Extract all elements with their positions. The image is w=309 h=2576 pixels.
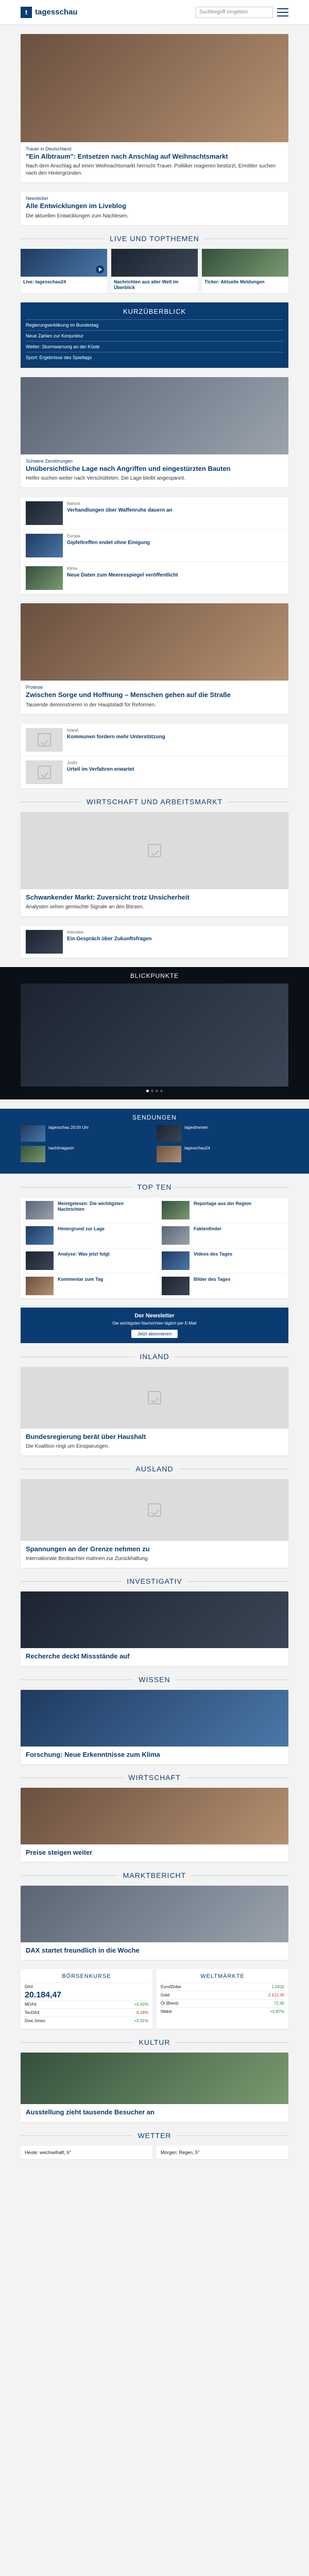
wirtschaft2-headline[interactable]: Preise steigen weiter bbox=[26, 1848, 93, 1856]
play-icon bbox=[96, 265, 104, 274]
section-title-marktbericht: MARKTBERICHT bbox=[0, 1871, 309, 1879]
kurz-line[interactable]: Sport: Ergebnisse des Spieltags bbox=[26, 352, 283, 363]
hero-teaser[interactable] bbox=[21, 34, 288, 182]
story-kicker: Schwere Zerstörungen bbox=[26, 459, 73, 464]
list-item[interactable]: Inland Kommunen fordern mehr Unterstützung bbox=[21, 723, 288, 756]
ausland-teaser-text: Internationale Beobachter mahnen zur Zurückhaltung. bbox=[26, 1556, 149, 1562]
market-row[interactable]: Nikkei +0,87% bbox=[161, 2007, 284, 2015]
topten-item[interactable]: Faktenfinder bbox=[157, 1223, 288, 1248]
sendung-item[interactable]: tagesschau24 bbox=[157, 1146, 288, 1162]
blickpunkte-title: BLICKPUNKTE bbox=[130, 972, 179, 979]
investigativ-teaser[interactable] bbox=[21, 1591, 288, 1666]
news-list bbox=[21, 925, 288, 958]
inland-teaser[interactable] bbox=[21, 1367, 288, 1455]
carousel-dots[interactable] bbox=[21, 1090, 288, 1092]
story-teaser-text: Tausende demonstrieren in der Hauptstadt für Reformen. bbox=[26, 702, 156, 708]
market-row[interactable]: MDAX +0,42% bbox=[25, 2000, 148, 2008]
kurz-line[interactable]: Wetter: Sturmwarnung an der Küste bbox=[26, 341, 283, 352]
topten-list bbox=[21, 1197, 288, 1298]
market-row[interactable]: Dow Jones +0,31% bbox=[25, 2016, 148, 2025]
sendungen-title: SENDUNGEN bbox=[132, 1113, 177, 1121]
marktbericht-headline[interactable]: DAX startet freundlich in die Woche bbox=[26, 1946, 140, 1954]
story-headline[interactable]: Unübersichtliche Lage nach Angriffen und eingestürzten Bauten bbox=[26, 465, 231, 472]
newsletter-title: Der Newsletter bbox=[134, 1312, 175, 1319]
blickpunkte-image[interactable] bbox=[21, 984, 288, 1087]
boerse-title: BÖRSENKURSE bbox=[62, 1973, 111, 1980]
sendung-item[interactable]: tagesschau 20:00 Uhr bbox=[21, 1125, 152, 1142]
second-kicker: Newsticker bbox=[26, 196, 49, 201]
story-teaser-text: Helfer suchen weiter nach Verschütteten. Die Lage bleibt angespannt. bbox=[26, 476, 185, 482]
story-image bbox=[21, 377, 288, 454]
hero-teaser-text: Nach dem Anschlag auf einen Weihnachtsmarkt herrscht Trauer. Politiker reagieren bestürzt, Ermittler suchen nach den Hintergründen. bbox=[26, 163, 276, 177]
logo-mark: t bbox=[21, 7, 32, 18]
list-item[interactable]: Klima Neue Daten zum Meeresspiegel veröffentlicht bbox=[21, 562, 288, 594]
second-teaser[interactable] bbox=[21, 192, 288, 225]
wirtschaft-teaser-text: Analysten sehen gemischte Signale an den Börsen. bbox=[26, 904, 144, 910]
hero-kicker: Trauer in Deutschland bbox=[26, 146, 72, 151]
logo-text: tagesschau bbox=[35, 8, 78, 16]
newsletter-button[interactable]: Jetzt abonnieren bbox=[131, 1330, 178, 1338]
section-title-wirtschaft: WIRTSCHAFT UND ARBEITSMARKT bbox=[0, 798, 309, 806]
wirtschaft-teaser[interactable] bbox=[21, 812, 288, 916]
live-item[interactable]: Live: tagesschau24 bbox=[21, 249, 107, 294]
hero-image bbox=[21, 34, 288, 142]
inland-headline[interactable]: Bundesregierung berät über Haushalt bbox=[26, 1432, 146, 1440]
live-item[interactable]: Nachrichten aus aller Welt im Überblick bbox=[111, 249, 198, 294]
section-title-inland: INLAND bbox=[0, 1352, 309, 1361]
section-title-topten: TOP TEN bbox=[0, 1183, 309, 1191]
market-widgets bbox=[21, 1969, 288, 2029]
section-title-investigativ: INVESTIGATIV bbox=[0, 1577, 309, 1585]
image-placeholder-icon bbox=[148, 1503, 161, 1517]
live-item[interactable]: Ticker: Aktuelle Meldungen bbox=[202, 249, 288, 294]
topten-item[interactable]: Reportage aus der Region bbox=[157, 1197, 288, 1223]
kurzueberblick-box bbox=[21, 302, 288, 368]
blickpunkte bbox=[0, 967, 309, 1099]
section-title-kultur: KULTUR bbox=[0, 2038, 309, 2046]
wetter-widgets bbox=[21, 2146, 288, 2159]
topten-item[interactable]: Hintergrund zur Lage bbox=[21, 1223, 152, 1248]
wissen-headline[interactable]: Forschung: Neue Erkenntnisse zum Klima bbox=[26, 1750, 160, 1758]
story-teaser[interactable] bbox=[21, 377, 288, 487]
hero-headline[interactable]: "Ein Albtraum": Entsetzen nach Anschlag auf Weihnachtsmarkt bbox=[26, 152, 228, 160]
section-title-ausland: AUSLAND bbox=[0, 1465, 309, 1473]
topten-item[interactable]: Bilder des Tages bbox=[157, 1273, 288, 1298]
list-item[interactable]: Justiz Urteil im Verfahren erwartet bbox=[21, 756, 288, 788]
newsletter-box bbox=[21, 1308, 288, 1343]
story-teaser[interactable] bbox=[21, 603, 288, 714]
wetter-tomorrow[interactable]: Morgen: Regen, 5° bbox=[157, 2146, 288, 2159]
image-placeholder-icon bbox=[148, 844, 161, 857]
section-title-wirtschaft2: WIRTSCHAFT bbox=[0, 1773, 309, 1782]
market-row[interactable]: Euro/Dollar 1,0432 bbox=[161, 1982, 284, 1991]
section-title-wissen: WISSEN bbox=[0, 1675, 309, 1684]
kurzueberblick-title: KURZÜBERBLICK bbox=[123, 308, 186, 315]
search bbox=[196, 7, 288, 18]
weltmaerkte-widget bbox=[157, 1969, 288, 2029]
wissen-teaser[interactable] bbox=[21, 1690, 288, 1764]
investigativ-headline[interactable]: Recherche deckt Missstände auf bbox=[26, 1652, 130, 1660]
kultur-teaser[interactable] bbox=[21, 2053, 288, 2122]
topten-item[interactable]: Analyse: Was jetzt folgt bbox=[21, 1248, 152, 1273]
news-list bbox=[21, 497, 288, 594]
logo[interactable] bbox=[21, 7, 78, 18]
top-bar bbox=[0, 0, 309, 25]
boerse-value: 20.184,47 bbox=[25, 1991, 62, 2000]
marktbericht-teaser[interactable] bbox=[21, 1886, 288, 1960]
live-row bbox=[21, 249, 288, 294]
list-item[interactable]: Europa Gipfeltreffen endet ohne Einigung bbox=[21, 529, 288, 562]
market-row[interactable]: Öl (Brent) 72,45 bbox=[161, 1999, 284, 2007]
search-input[interactable]: Suchbegriff eingeben bbox=[196, 7, 273, 18]
newsletter-desc: Die wichtigsten Nachrichten täglich per E-Mail bbox=[112, 1320, 197, 1326]
boerse-index: DAX bbox=[25, 1985, 33, 1990]
weltmaerkte-title: WELTMÄRKTE bbox=[200, 1973, 245, 1980]
news-list bbox=[21, 723, 288, 788]
list-item[interactable]: Nahost Verhandlungen über Waffenruhe dauern an bbox=[21, 497, 288, 529]
sendung-item[interactable]: nachtmagazin bbox=[21, 1146, 152, 1162]
topten-item[interactable]: Meistgelesen: Die wichtigsten Nachrichten bbox=[21, 1197, 152, 1223]
sendung-item[interactable]: tagesthemen bbox=[157, 1125, 288, 1142]
ausland-headline[interactable]: Spannungen an der Grenze nehmen zu bbox=[26, 1545, 150, 1553]
image-placeholder-icon bbox=[148, 1391, 161, 1404]
wirtschaft2-teaser[interactable] bbox=[21, 1788, 288, 1862]
image-placeholder-icon bbox=[38, 766, 51, 779]
market-row[interactable]: TecDAX -0,18% bbox=[25, 2008, 148, 2016]
story-kicker: Proteste bbox=[26, 685, 43, 690]
menu-icon[interactable] bbox=[277, 8, 288, 16]
second-headline[interactable]: Alle Entwicklungen im Liveblog bbox=[26, 202, 127, 210]
topten-item[interactable]: Videos des Tages bbox=[157, 1248, 288, 1273]
kultur-headline[interactable]: Ausstellung zieht tausende Besucher an bbox=[26, 2108, 154, 2116]
topten-item[interactable]: Kommentar zum Tag bbox=[21, 1273, 152, 1298]
second-teaser-text: Die aktuellen Entwicklungen zum Nachlesen. bbox=[26, 213, 129, 219]
boersenkurse-widget bbox=[21, 1969, 152, 2029]
wetter-today[interactable]: Heute: wechselhaft, 6° bbox=[21, 2146, 152, 2159]
section-title-live: LIVE UND TOPTHEMEN bbox=[0, 234, 309, 243]
section-title-wetter: WETTER bbox=[0, 2131, 309, 2140]
sendungen bbox=[0, 1109, 309, 1174]
market-row[interactable]: Gold 2.612,30 bbox=[161, 1991, 284, 1999]
ausland-teaser[interactable] bbox=[21, 1479, 288, 1568]
story-image bbox=[21, 603, 288, 681]
wirtschaft-headline[interactable]: Schwankender Markt: Zuversicht trotz Unsicherheit bbox=[26, 893, 190, 901]
kurz-line[interactable]: Neue Zahlen zur Konjunktur bbox=[26, 330, 283, 341]
inland-teaser-text: Die Koalition ringt um Einsparungen. bbox=[26, 1444, 110, 1449]
kurz-line[interactable]: Regierungserklärung im Bundestag bbox=[26, 319, 283, 330]
story-headline[interactable]: Zwischen Sorge und Hoffnung – Menschen gehen auf die Straße bbox=[26, 691, 231, 699]
image-placeholder-icon bbox=[38, 733, 51, 747]
list-item[interactable]: Interview Ein Gespräch über Zukunftsfragen bbox=[21, 925, 288, 958]
